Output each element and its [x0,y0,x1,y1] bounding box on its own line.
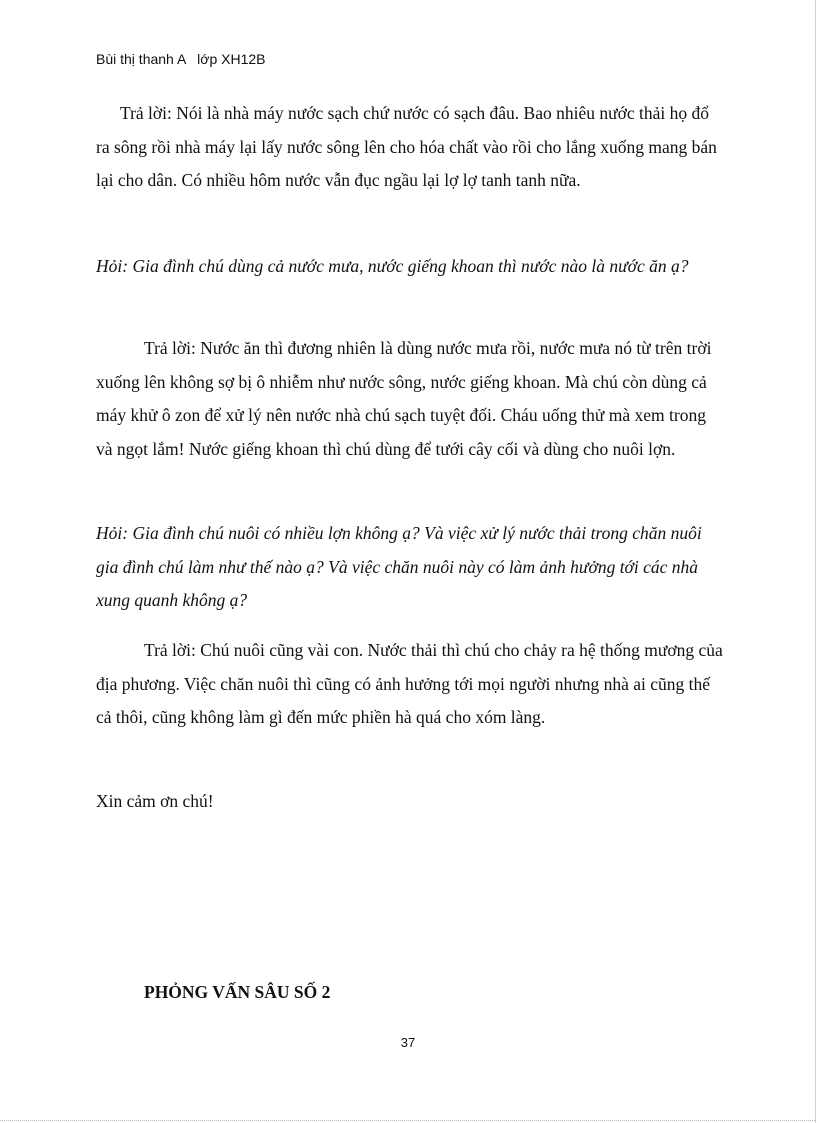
page-header: Bùi thị thanh A lớp XH12B [96,51,266,67]
answer-paragraph-3: Trả lời: Chú nuôi cũng vài con. Nước thải thì chú cho chảy ra hệ thống mương của địa phương. Việc chăn nuôi thì cũng có ảnh hưởng tới mọi người nhưng nhà ai cũng thế cả thôi, cũng không làm gì đến mức phiền hà quá cho xóm làng. [96,640,723,727]
question-paragraph-3: Hỏi: Gia đình chú nuôi có nhiều lợn không ạ? Và việc xử lý nước thải trong chăn nuôi gia đình chú làm như thế nào ạ? Và việc chăn nuôi này có làm ảnh hưởng tới các nhà xung quanh không ạ? [96,523,702,610]
question-paragraph-2: Hỏi: Gia đình chú dùng cả nước mưa, nước giếng khoan thì nước nào là nước ăn ạ? [96,256,689,276]
closing-line: Xin cảm ơn chú! [96,791,214,811]
answer-paragraph-2: Trả lời: Nước ăn thì đương nhiên là dùng nước mưa rồi, nước mưa nó từ trên trời xuống lên không sợ bị ô nhiễm như nước sông, nước giếng khoan. Mà chú còn dùng cả máy khử ô zon để xử lý nên nước nhà chú sạch tuyệt đối. Cháu uống thử mà xem trong và ngọt lắm! Nước giếng khoan thì chú dùng để tưới cây cối và dùng cho nuôi lợn. [96,338,712,459]
page-number: 37 [400,1035,416,1050]
answer-paragraph-1: Trả lời: Nói là nhà máy nước sạch chứ nước có sạch đâu. Bao nhiêu nước thải họ đổ ra sông rồi nhà máy lại lấy nước sông lên cho hóa chất vào rồi cho lắng xuống mang bán lại cho dân. Có nhiều hôm nước vẫn đục ngầu lại lợ lợ tanh tanh nữa. [96,103,717,190]
section-heading: PHỎNG VẤN SÂU SỐ 2 [144,982,331,1002]
page-bottom-divider [0,1120,815,1121]
